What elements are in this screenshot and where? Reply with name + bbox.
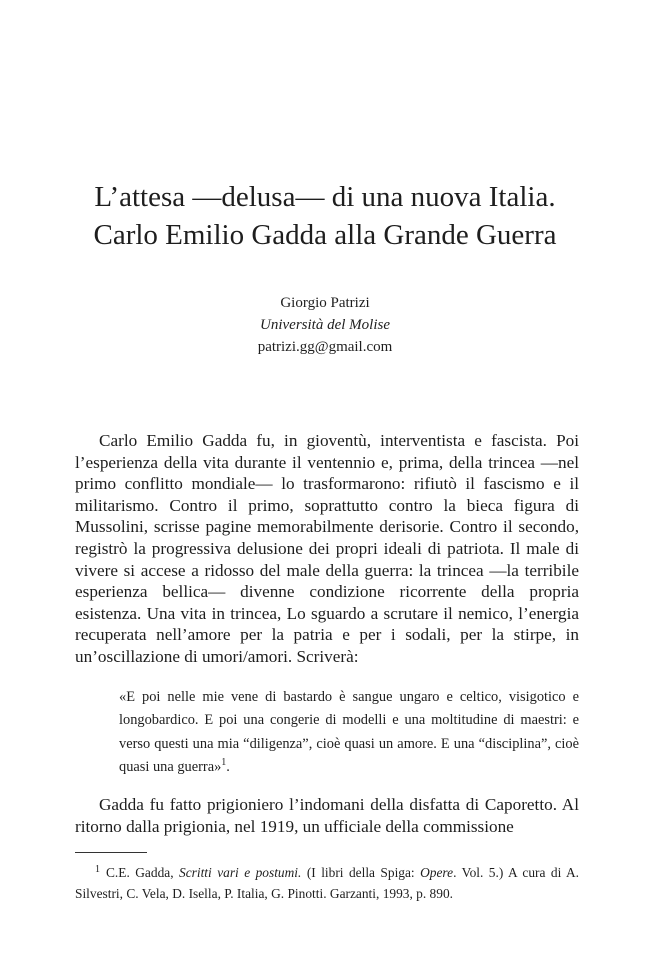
block-quote — [119, 686, 579, 779]
footnote-divider — [75, 852, 147, 853]
body-paragraph-2: Gadda fu fatto prigioniero l’indomani della disfatta di Caporetto. Al ritorno dalla prigionia, nel 1919, un ufficiale della commissione — [75, 795, 579, 836]
footnote-prefix: C.E. Gadda, — [106, 865, 180, 880]
body-paragraph-1: Carlo Emilio Gadda fu, in gioventù, interventista e fascista. Poi l’esperienza della vita durante il ventennio e, prima, della trincea —nel primo conflitto mondiale— lo trasformarono: rifiutò il fascismo e il militarismo. Contro il primo, soprattutto contro la bieca figura di Mussolini, scrisse pagine memorabilmente derisorie. Contro il secondo, registrò la progressiva delusione dei propri ideali di patriota. Il male di vivere si accese a ridosso del male della guerra: la trincea —la terribile esperienza bellica— divenne condizione ricorrente della propria esistenza. Una vita in trincea, Lo sguardo a scrutare il nemico, l’energia recuperata nell’amore per la patria e per i sodali, per la stirpe, in un’oscillazione di umori/amori. Scriverà: — [75, 431, 579, 666]
author-name: Giorgio Patrizi — [280, 295, 370, 311]
body-text-continued — [75, 794, 579, 837]
footnote-middle: (I libri della Spiga: — [301, 865, 421, 880]
author-block — [60, 292, 590, 358]
title-line-2: Carlo Emilio Gadda alla Grande Guerra — [93, 219, 557, 251]
footnote — [75, 862, 579, 904]
article-title — [60, 178, 590, 254]
author-affiliation: Università del Molise — [260, 317, 390, 333]
footnote-reference[interactable]: 1 — [221, 757, 227, 769]
footnote-number: 1 — [95, 863, 100, 875]
body-text — [75, 430, 579, 668]
quote-text: «E poi nelle mie vene di bastardo è sangue ungaro e celtico, visigotico e longobardico. E poi una congerie di modelli e una moltitudine di maestri: e verso questi una mia “diligenza”, cioè quasi un amore. E una “disciplina”, cioè quasi una guerra» — [119, 689, 579, 775]
footnote-rest: . Vol. 5.) A cura di A. Silvestri, C. Vela, D. Isella, P. Italia, G. Pinotti. Garzanti, 1993, p. 890. — [75, 865, 580, 901]
footnote-series: Opere — [420, 865, 454, 880]
footnote-work-title: Scritti vari e postumi. — [179, 865, 302, 880]
author-email[interactable]: patrizi.gg@gmail.com — [257, 339, 393, 355]
quote-paragraph: «E poi nelle mie vene di bastardo è sangue ungaro e celtico, visigotico e longobardico. E poi una congerie di modelli e una moltitudine di maestri: e verso questi una mia “diligenza”, cioè quasi un amore. E una “disciplina”, cioè quasi una guerra»$^1$. — [119, 689, 579, 775]
footnote-paragraph — [75, 862, 579, 904]
title-line-1: L’attesa —delusa— di una nuova Italia. — [94, 181, 556, 213]
